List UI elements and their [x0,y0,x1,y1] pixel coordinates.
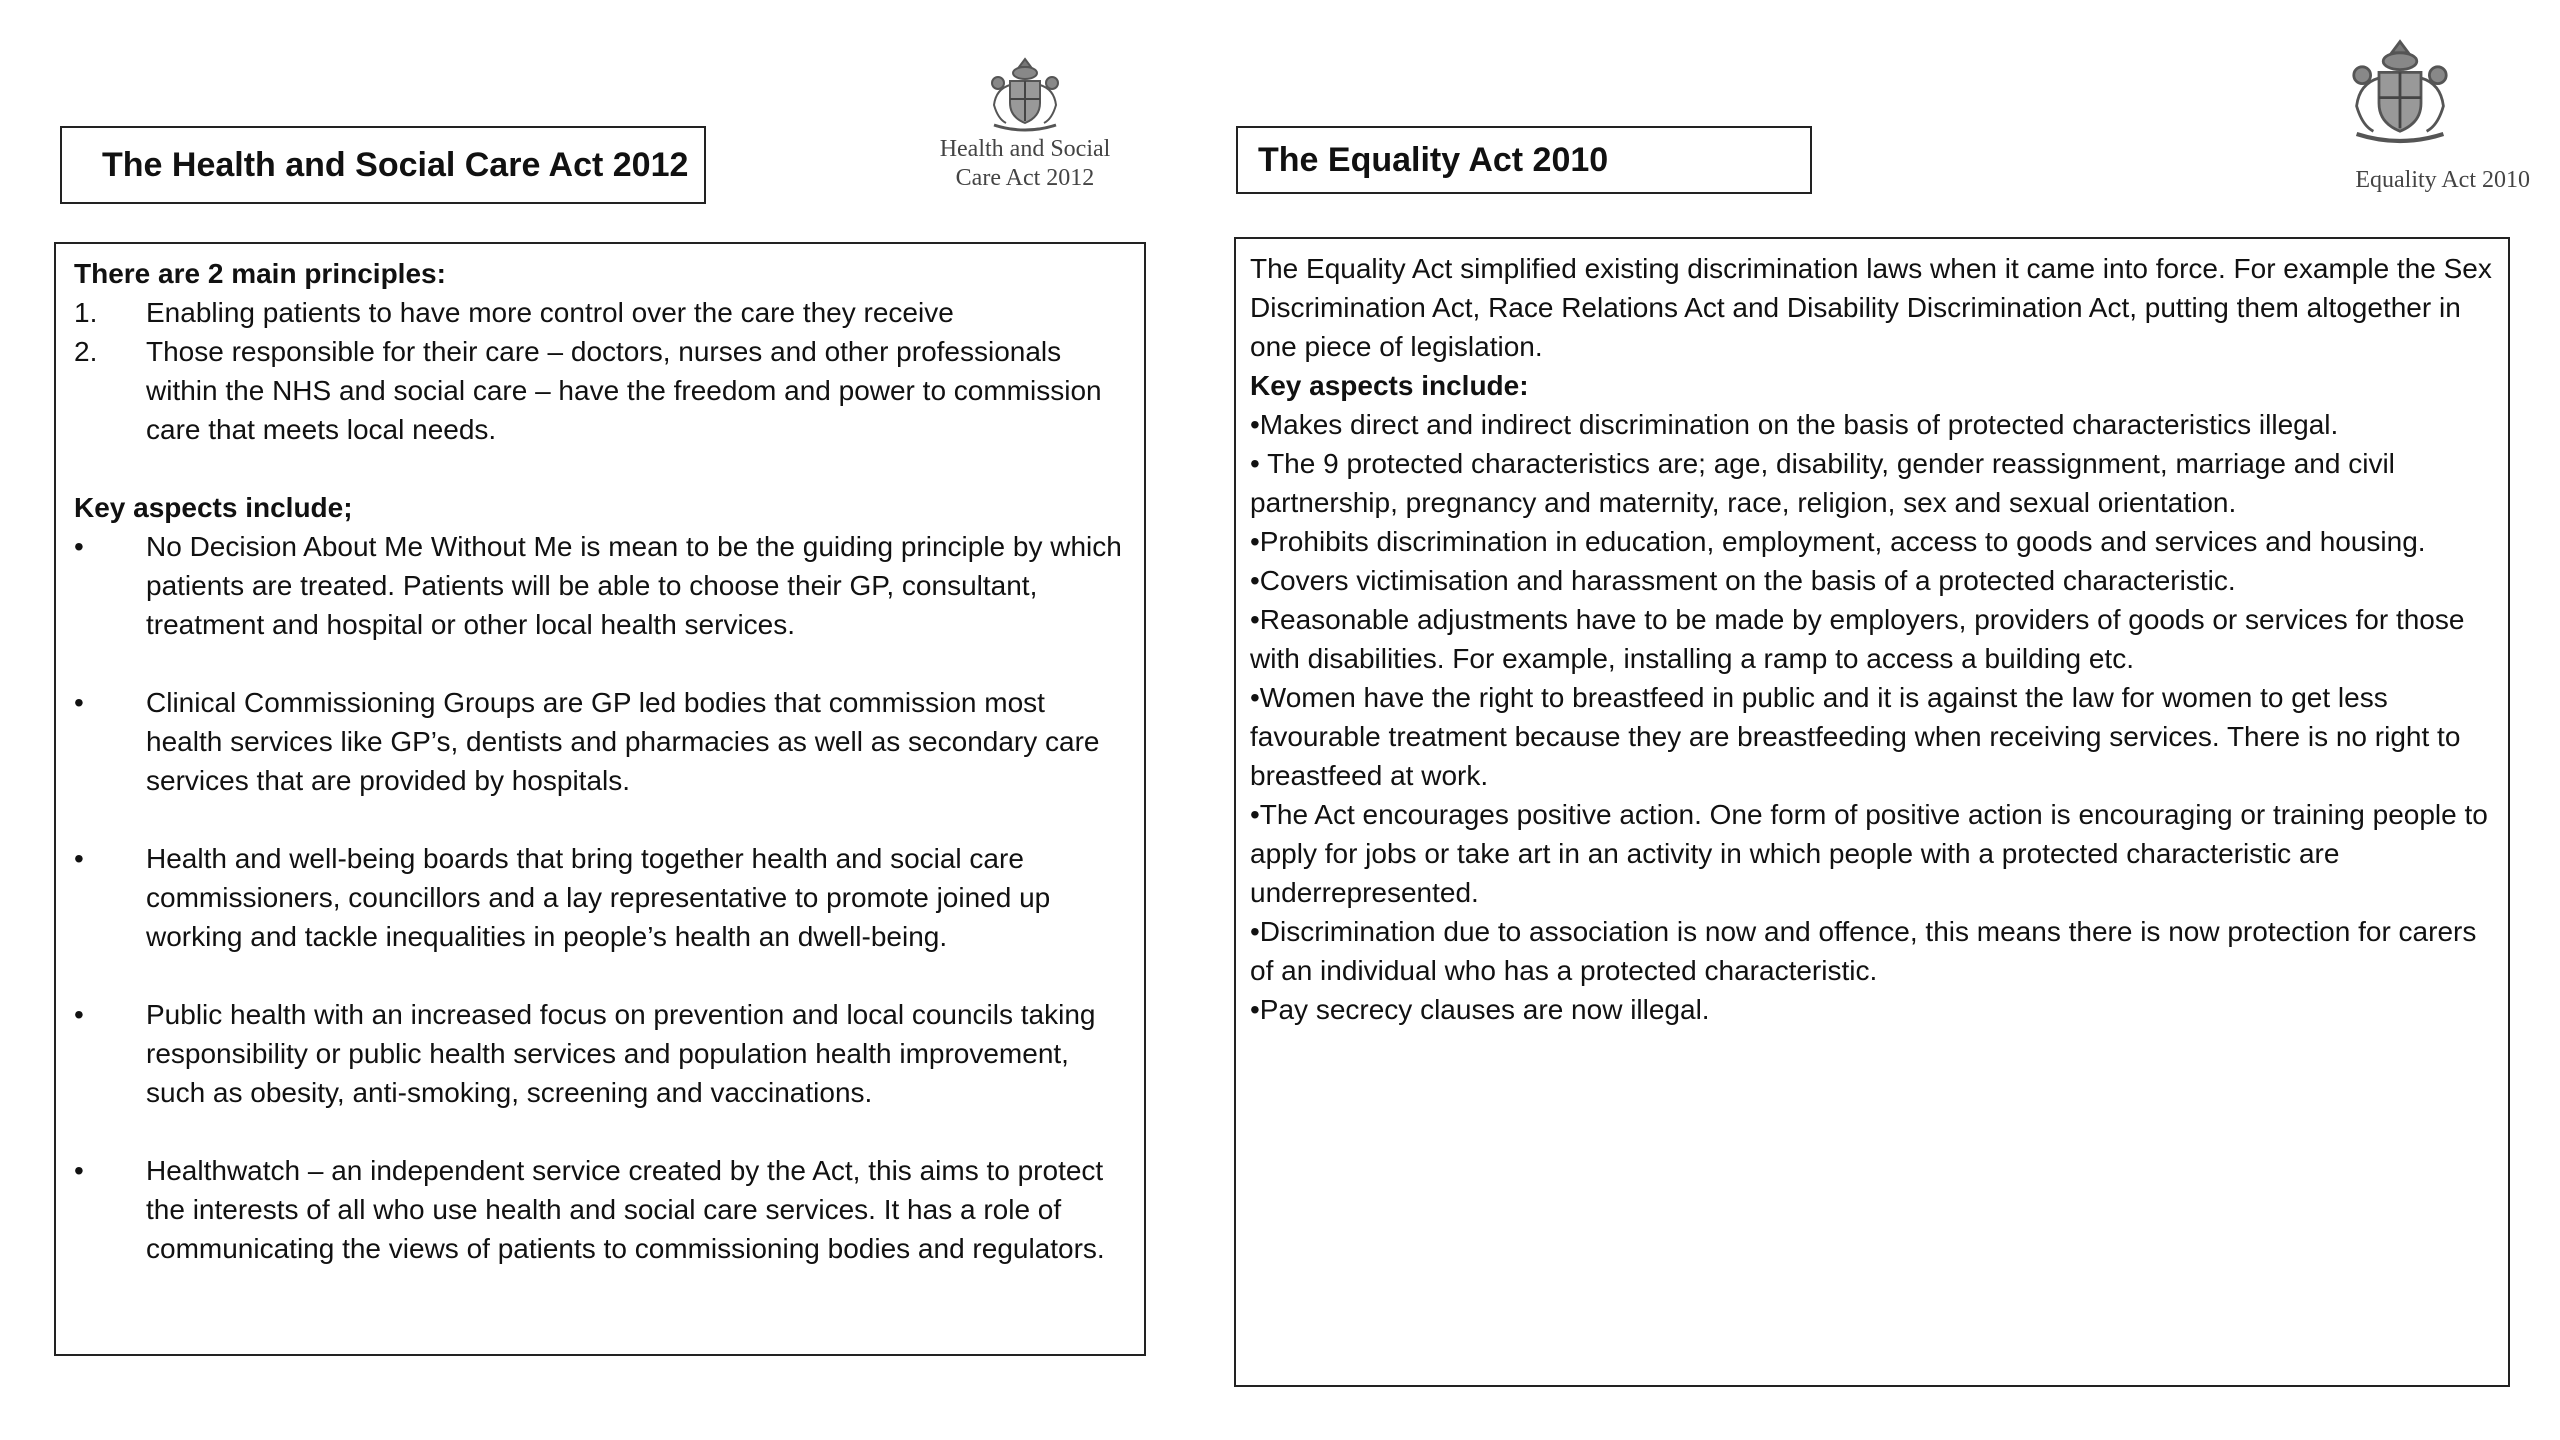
health-act-content-box [54,242,1146,1356]
list-item-text: No Decision About Me Without Me is mean to be the guiding principle by which patients are treated. Patients will be able to choose their GP, consultant, treatment and hospital or other local health services. [146,531,1122,640]
list-item: •Discrimination due to association is now and offence, this means there is now protection for carers of an individual who has a protected characteristic. [1250,916,2477,986]
health-aspects-heading: Key aspects include; [74,492,353,523]
list-item [74,839,1126,956]
list-item: •Women have the right to breastfeed in public and it is against the law for women to get less favourable treatment because they are breastfeeding when receiving services. There is no right to breastfeed at work. [1250,682,2461,791]
health-act-title: The Health and Social Care Act 2012 [102,145,689,184]
bullet: • [74,687,84,718]
list-item: •Makes direct and indirect discrimination on the basis of protected characteristics illegal. [1250,409,2339,440]
equality-act-crest [2270,36,2530,195]
list-item-text: Those responsible for their care – doctors, nurses and other professionals within the NHS and social care – have the freedom and power to commission care that meets local needs. [146,336,1102,445]
royal-coat-of-arms-icon [2335,36,2465,148]
list-item: •Covers victimisation and harassment on the basis of a protected characteristic. [1250,565,2236,596]
bullet: • [74,531,84,562]
list-number: 1. [74,297,98,328]
list-number: 2. [74,336,98,367]
bullet: • [74,999,84,1030]
health-act-crest [900,55,1150,193]
health-act-crest-caption-1: Health and Social [939,136,1111,162]
equality-act-intro: The Equality Act simplified existing discrimination laws when it came into force. For example the Sex Discrimination Act, Race Relations Act and Disability Discrimination Act, putting them altogether in one piece of legislation. [1250,253,2492,362]
list-item [74,1151,1126,1268]
list-item [74,683,1126,800]
list-item [74,995,1126,1112]
health-act-title-box [60,126,706,204]
list-item-text: Enabling patients to have more control over the care they receive [146,297,954,328]
list-item [74,527,1126,644]
list-item: •Prohibits discrimination in education, employment, access to goods and services and housing. [1250,526,2426,557]
list-item [74,293,1126,332]
equality-act-title: The Equality Act 2010 [1258,140,1609,179]
health-aspects-list [74,527,1126,1268]
list-item-text: Healthwatch – an independent service created by the Act, this aims to protect the interests of all who use health and social care services. It has a role of communicating the views of patients to commissioning bodies and regulators. [146,1155,1105,1264]
list-item: •Reasonable adjustments have to be made by employers, providers of goods or services for those with disabilities. For example, installing a ramp to access a building etc. [1250,604,2465,674]
equality-aspects-heading: Key aspects include: [1250,370,1529,401]
list-item: • The 9 protected characteristics are; age, disability, gender reassignment, marriage and civil partnership, pregnancy and maternity, race, religion, sex and sexual orientation. [1250,448,2395,518]
bullet: • [74,843,84,874]
principles-heading: There are 2 main principles: [74,258,446,289]
list-item [74,332,1126,449]
list-item: •The Act encourages positive action. One form of positive action is encouraging or training people to apply for jobs or take art in an activity in which people with a protected characteristic are underrepresented. [1250,799,2488,908]
royal-coat-of-arms-icon [980,55,1070,135]
principles-list [74,293,1126,449]
list-item: •Pay secrecy clauses are now illegal. [1250,994,1710,1025]
equality-act-crest-caption: Equality Act 2010 [2355,167,2530,193]
equality-aspects-list [1250,405,2494,1029]
health-act-crest-caption-2: Care Act 2012 [955,165,1095,191]
bullet: • [74,1155,84,1186]
list-item-text: Health and well-being boards that bring together health and social care commissioners, councillors and a lay representative to promote joined up working and tackle inequalities in people’s health an dwell-being. [146,843,1051,952]
list-item-text: Clinical Commissioning Groups are GP led bodies that commission most health services like GP’s, dentists and pharmacies as well as secondary care services that are provided by hospitals. [146,687,1100,796]
list-item-text: Public health with an increased focus on prevention and local councils taking responsibility or public health services and population health improvement, such as obesity, anti-smoking, screening and vaccinations. [146,999,1096,1108]
equality-act-title-box [1236,126,1812,194]
equality-act-content-box [1234,237,2510,1387]
